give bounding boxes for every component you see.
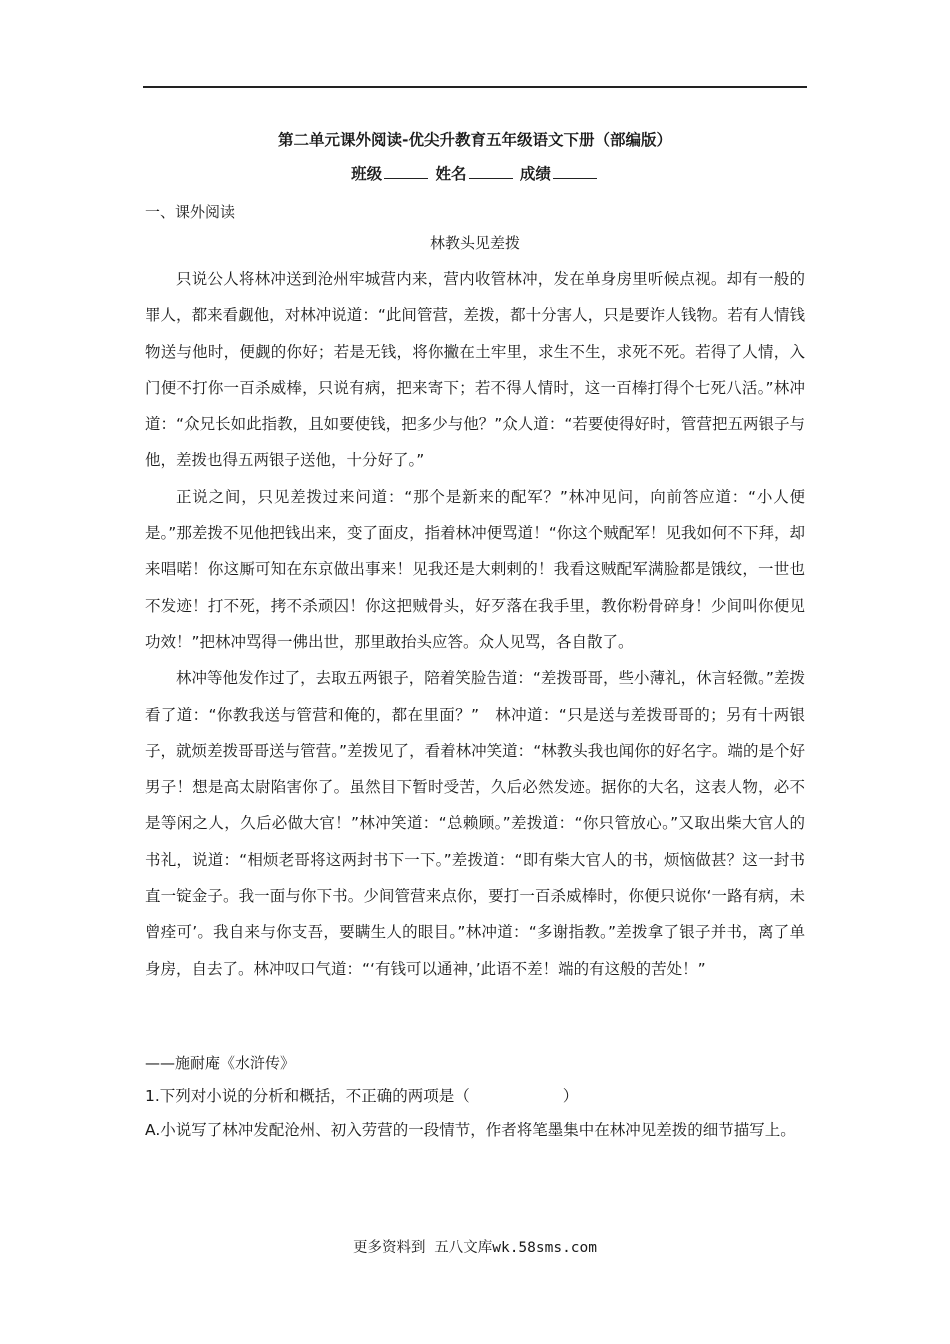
top-divider-line bbox=[143, 86, 807, 88]
story-attribution: ——施耐庵《水浒传》 bbox=[145, 1054, 296, 1072]
score-blank[interactable] bbox=[553, 164, 597, 179]
story-paragraph-2: 正说之间，只见差拨过来问道：“那个是新来的配军？”林冲见问，向前答应道：“小人便是。”那差拨不见他把钱出来，变了面皮，指着林冲便骂道！“你这个贼配军！见我如何不下拜，却来唱喏！你这厮可知在东京做出事来！见我还是大剌剌的！我看这贼配军满脸都是饿纹，一世也不发迹！打不死，拷不杀顽囚！你这把贼骨头，好歹落在我手里，教你粉骨碎身！少间叫你便见功效！”把林冲骂得一佛出世，那里敢抬头应答。众人见骂，各自散了。 bbox=[145, 487, 805, 651]
class-blank[interactable] bbox=[384, 164, 428, 179]
question-stem: 1.下列对小说的分析和概括，不正确的两项是（ ） bbox=[145, 1087, 579, 1105]
name-blank[interactable] bbox=[469, 164, 513, 179]
question-option-a: A.小说写了林冲发配沧州、初入劳营的一段情节，作者将笔墨集中在林冲见差拨的细节描写上。 bbox=[145, 1121, 796, 1139]
story-paragraph-1: 只说公人将林冲送到沧州牢城营内来，营内收管林冲，发在单身房里听候点视。却有一般的罪人，都来看觑他，对林冲说道：“此间管营，差拨，都十分害人，只是要诈人钱物。若有人情钱物送与他时，便觑的你好；若是无钱，将你撇在土牢里，求生不生，求死不死。若得了人情，入门便不打你一百杀威棒，只说有病，把来寄下；若不得人情时，这一百棒打得个七死八活。”林冲道：“众兄长如此指教，且如要使钱，把多少与他？”众人道：“若要使得好时，管营把五两银子与他，差拨也得五两银子送他，十分好了。” bbox=[145, 270, 805, 470]
question-1 bbox=[145, 1080, 805, 1148]
story-paragraph-3: 林冲等他发作过了，去取五两银子，陪着笑脸告道：“差拨哥哥，些小薄礼，休言轻微。”差拨看了道：“你教我送与管营和俺的，都在里面？” 林冲道：“只是送与差拨哥哥的；另有十两银子，就烦差拨哥哥送与管营。”差拨见了，看着林冲笑道：“林教头我也闻你的好名字。端的是个好男子！想是高太尉陷害你了。虽然目下暂时受苦，久后必然发迹。据你的大名，这表人物，必不是等闲之人，久后必做大官！”林冲笑道：“总赖顾。”差拨道：“你只管放心。”又取出柴大官人的书礼，说道：“相烦老哥将这两封书下一下。”差拨道：“即有柴大官人的书，烦恼做甚？这一封书直一锭金子。我一面与你下书。少间管营来点你，要打一百杀威棒时，你便只说你‘一路有病，未曾痊可’。我自来与你支吾，要瞒生人的眼目。”林冲道：“多谢指教。”差拨拿了银子并书，离了单身房，自去了。林冲叹口气道：“‘有钱可以通神，’此语不差！端的有这般的苦处！” bbox=[145, 669, 805, 978]
footer-watermark-text: 更多资料到 五八文库wk.58sms.com bbox=[353, 1240, 597, 1256]
section-heading: 一、课外阅读 bbox=[145, 203, 236, 221]
score-label: 成绩 bbox=[519, 165, 551, 183]
student-info-fields bbox=[0, 162, 950, 184]
story-title: 林教头见差拨 bbox=[429, 234, 520, 252]
page-title: 第二单元课外阅读-优尖升教育五年级语文下册（部编版） bbox=[278, 131, 672, 149]
class-label: 班级 bbox=[351, 165, 383, 183]
story-body bbox=[145, 261, 805, 987]
name-label: 姓名 bbox=[435, 165, 467, 183]
